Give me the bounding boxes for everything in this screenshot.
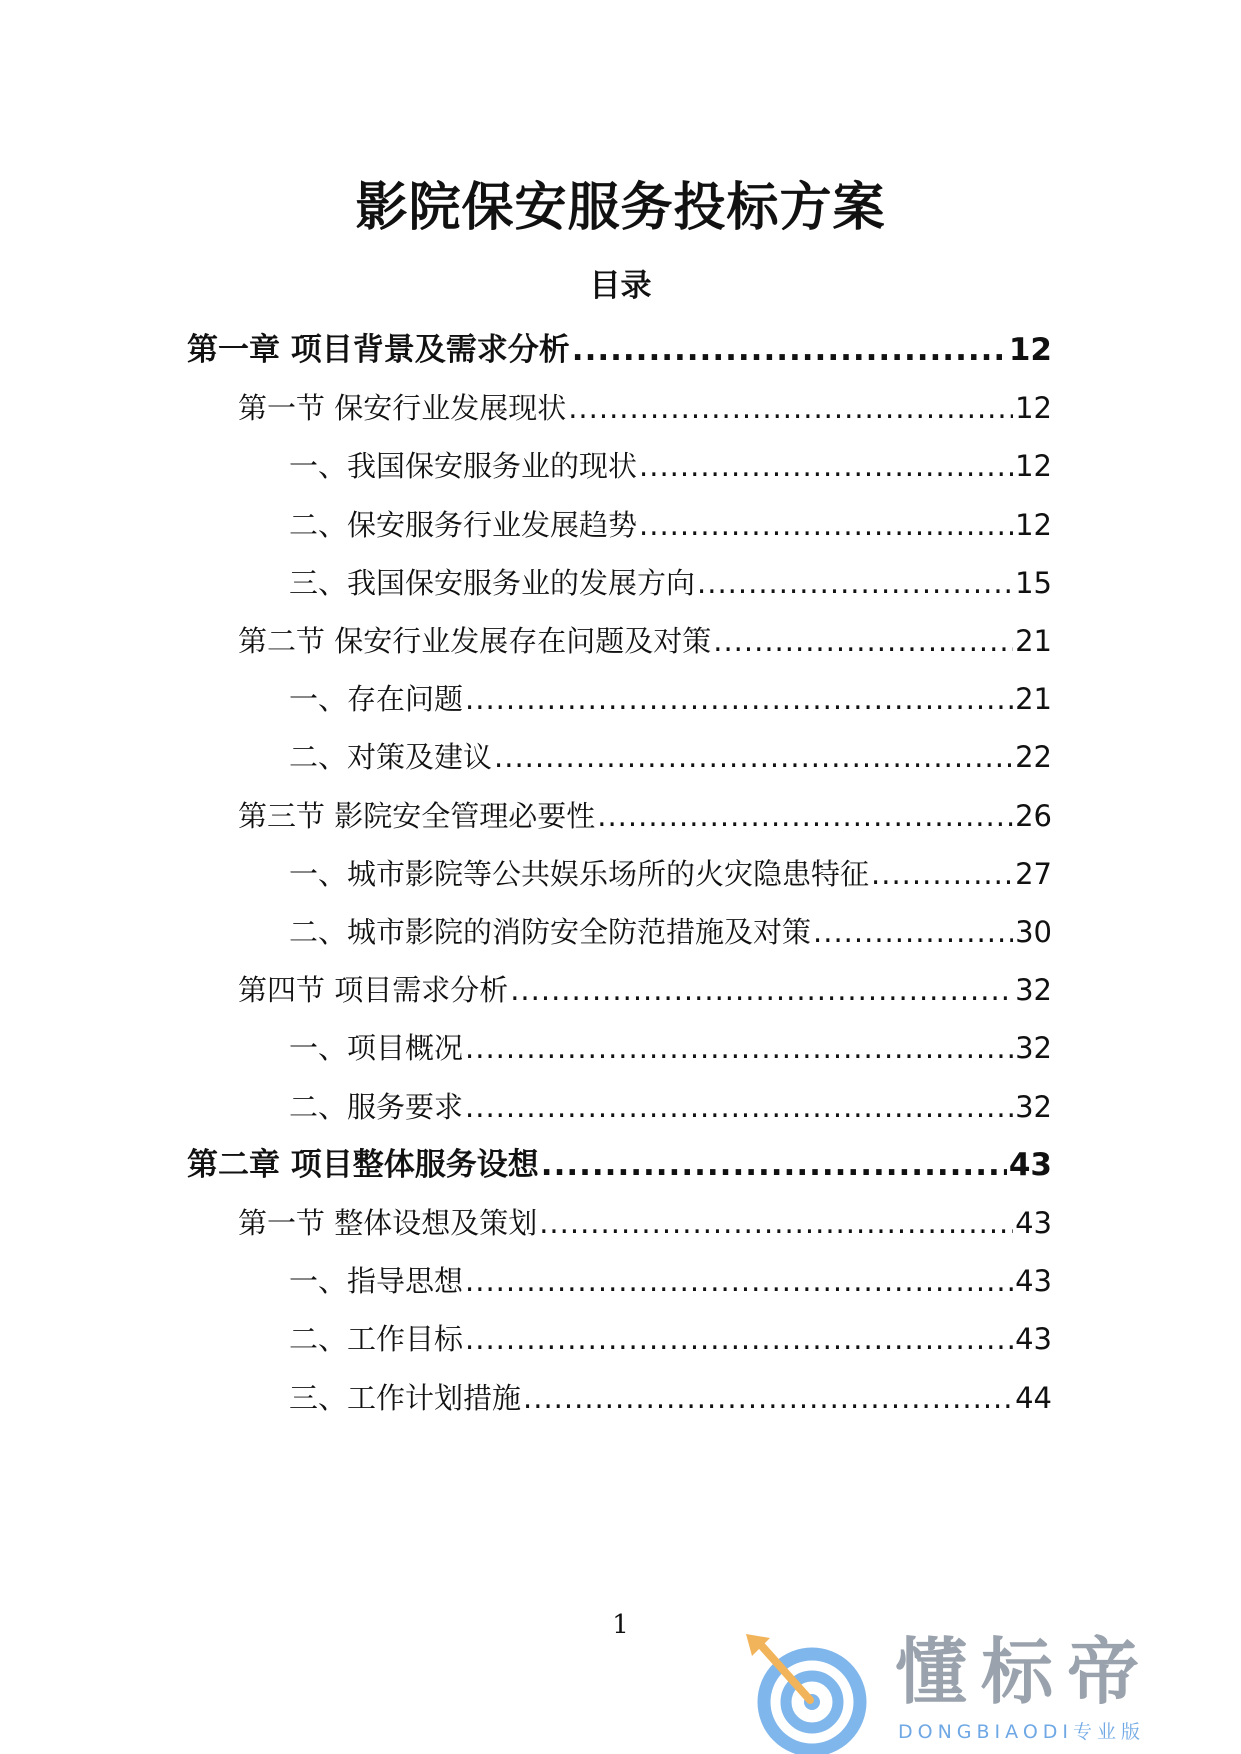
- toc-entry[interactable]: [289, 1028, 1052, 1068]
- toc-entry-page: 43: [1015, 1322, 1052, 1356]
- toc-entry-page: 22: [1015, 740, 1052, 774]
- toc-heading: 目录: [589, 268, 652, 304]
- toc-entry-page: 32: [1015, 1031, 1052, 1065]
- toc-dot-leader: [541, 1145, 1007, 1185]
- toc-entry[interactable]: [289, 737, 1052, 777]
- toc-entry[interactable]: [289, 1319, 1052, 1359]
- toc-entry-title: 一、项目概况: [289, 1031, 464, 1065]
- toc-entry-page: 15: [1015, 566, 1052, 600]
- watermark-logo: [740, 1630, 1241, 1754]
- toc-dot-leader: [568, 388, 1013, 428]
- toc-entry-title: 二、城市影院的消防安全防范措施及对策: [289, 915, 812, 949]
- toc-entry-title: 一、城市影院等公共娱乐场所的火灾隐患特征: [289, 857, 870, 891]
- document-title: 影院保安服务投标方案: [355, 178, 886, 238]
- toc-entry-title: 第一章 项目背景及需求分析: [187, 332, 570, 368]
- toc-entry-page: 12: [1015, 391, 1052, 425]
- toc-entry-title: 三、我国保安服务业的发展方向: [289, 566, 696, 600]
- toc-entry-page: 30: [1015, 915, 1052, 949]
- toc-dot-leader: [697, 563, 1013, 603]
- toc-entry[interactable]: [289, 854, 1052, 894]
- toc-entry[interactable]: [238, 1203, 1052, 1243]
- toc-entry-page: 12: [1015, 449, 1052, 483]
- toc-entry-title: 第三节 影院安全管理必要性: [238, 799, 596, 833]
- toc-entry-title: 第一节 整体设想及策划: [238, 1206, 538, 1240]
- toc-entry[interactable]: [187, 330, 1052, 370]
- toc-entry-page: 21: [1015, 682, 1052, 716]
- toc-entry[interactable]: [289, 1087, 1052, 1127]
- toc-entry-page: 12: [1015, 508, 1052, 542]
- toc-entry-title: 二、对策及建议: [289, 740, 493, 774]
- toc-entry[interactable]: [289, 912, 1052, 952]
- toc-dot-leader: [465, 1087, 1013, 1127]
- toc-entry[interactable]: [238, 388, 1052, 428]
- toc-entry-title: 一、我国保安服务业的现状: [289, 449, 638, 483]
- toc-dot-leader: [523, 1378, 1013, 1418]
- toc-dot-leader: [465, 1319, 1013, 1359]
- toc-dot-leader: [572, 330, 1007, 370]
- toc-entry-page: 44: [1015, 1381, 1052, 1415]
- watermark-name: 懂标帝: [895, 1630, 1154, 1714]
- toc-entry-title: 一、指导思想: [289, 1264, 464, 1298]
- toc-entry-page: 32: [1015, 973, 1052, 1007]
- toc-entry-title: 二、服务要求: [289, 1090, 464, 1124]
- toc-entry-title: 第一节 保安行业发展现状: [238, 391, 567, 425]
- toc-entry[interactable]: [289, 563, 1052, 603]
- toc-dot-leader: [465, 1261, 1013, 1301]
- target-arrow-icon: [740, 1630, 890, 1754]
- toc-entry[interactable]: [238, 796, 1052, 836]
- toc-entry-title: 第四节 项目需求分析: [238, 973, 509, 1007]
- toc-entry-title: 第二章 项目整体服务设想: [187, 1147, 539, 1183]
- toc-entry[interactable]: [238, 970, 1052, 1010]
- toc-entry-page: 43: [1008, 1147, 1052, 1183]
- toc-entry[interactable]: [289, 446, 1052, 486]
- toc-entry-title: 一、存在问题: [289, 682, 464, 716]
- toc-entry-page: 12: [1008, 332, 1052, 368]
- toc-dot-leader: [597, 796, 1013, 836]
- toc-dot-leader: [713, 621, 1013, 661]
- toc-dot-leader: [510, 970, 1013, 1010]
- toc-entry-page: 43: [1015, 1206, 1052, 1240]
- toc-dot-leader: [494, 737, 1013, 777]
- toc-entry-title: 二、工作目标: [289, 1322, 464, 1356]
- toc-entry[interactable]: [238, 621, 1052, 661]
- toc-dot-leader: [539, 1203, 1013, 1243]
- toc-dot-leader: [871, 854, 1013, 894]
- toc-entry[interactable]: [187, 1145, 1052, 1185]
- toc-entry-title: 三、工作计划措施: [289, 1381, 522, 1415]
- toc-entry-page: 21: [1015, 624, 1052, 658]
- toc-dot-leader: [639, 446, 1013, 486]
- toc-entry-page: 43: [1015, 1264, 1052, 1298]
- toc-entry-page: 32: [1015, 1090, 1052, 1124]
- toc-entry-page: 26: [1015, 799, 1052, 833]
- toc-dot-leader: [639, 505, 1013, 545]
- toc-dot-leader: [465, 679, 1013, 719]
- toc-dot-leader: [813, 912, 1013, 952]
- toc-entry-title: 第二节 保安行业发展存在问题及对策: [238, 624, 712, 658]
- watermark-subtitle: DONGBIAODI专业版: [898, 1721, 1146, 1743]
- toc-entry[interactable]: [289, 1378, 1052, 1418]
- toc-entry[interactable]: [289, 505, 1052, 545]
- toc-entry-page: 27: [1015, 857, 1052, 891]
- toc-entry[interactable]: [289, 679, 1052, 719]
- toc-dot-leader: [465, 1028, 1013, 1068]
- page-number: 1: [612, 1610, 629, 1640]
- toc-entry-title: 二、保安服务行业发展趋势: [289, 508, 638, 542]
- toc-entry[interactable]: [289, 1261, 1052, 1301]
